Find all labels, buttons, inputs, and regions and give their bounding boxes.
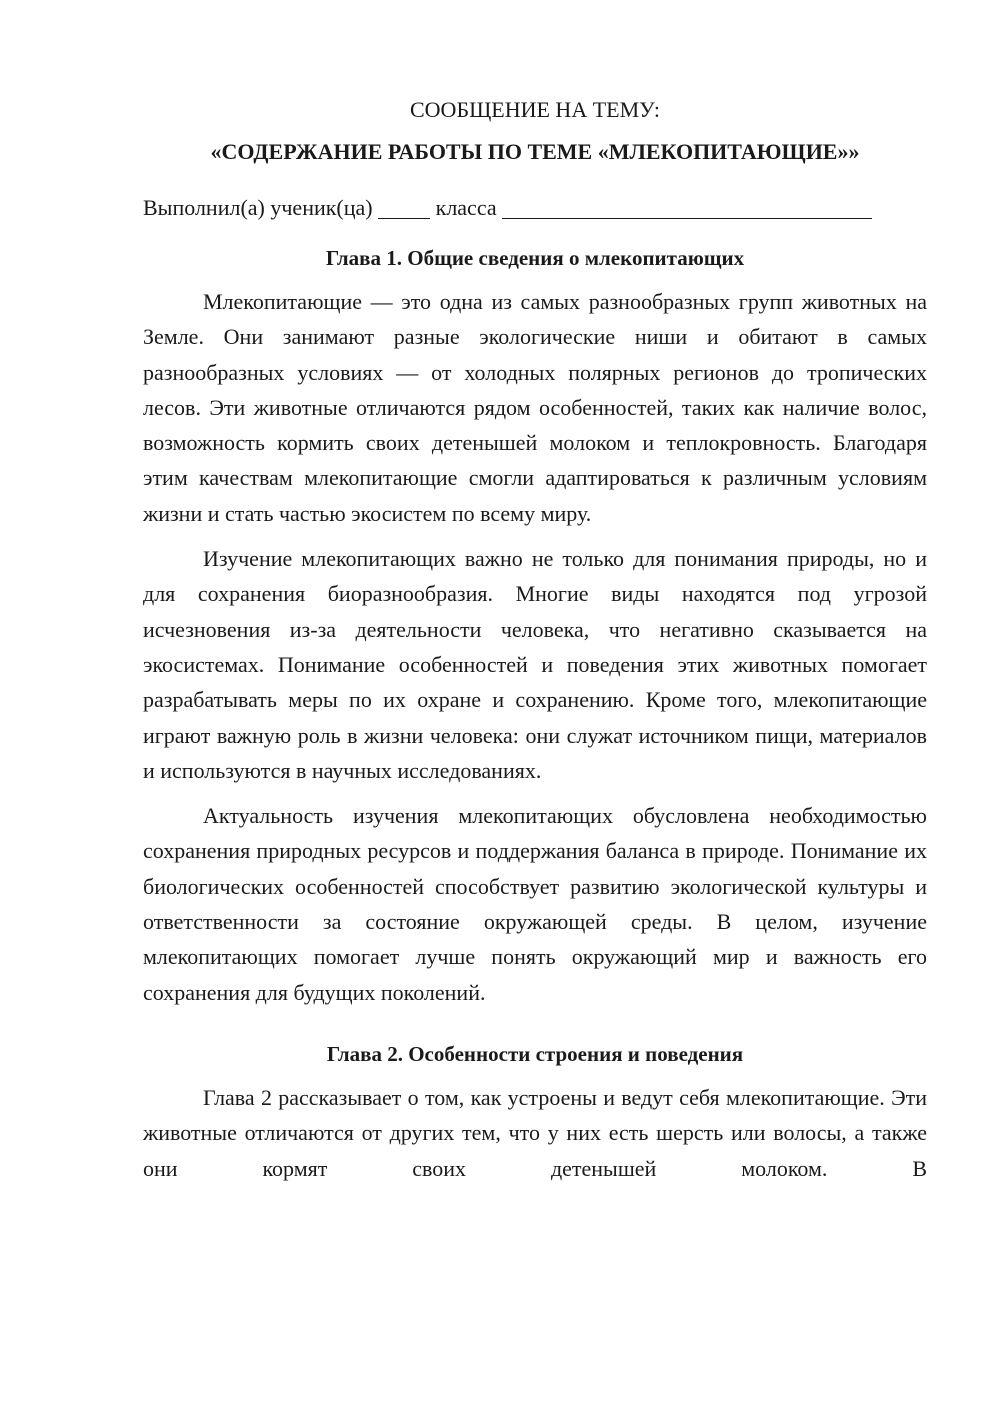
chapter1-heading: Глава 1. Общие сведения о млекопитающих [325,246,745,270]
class-label: класса [435,195,497,220]
performer-line [143,190,927,226]
student-name-blank [502,194,872,219]
performer-label: Выполнил(а) ученик(ца) [143,195,373,220]
document-title-line2: «СОДЕРЖАНИЕ РАБОТЫ ПО ТЕМЕ «МЛЕКОПИТАЮЩИЕ»» [210,139,860,164]
chapter2-heading: Глава 2. Особенности строения и поведения [326,1041,744,1066]
document-title-line1: СООБЩЕНИЕ НА ТЕМУ: [410,97,660,122]
chapter1-paragraph: Млекопитающие — это одна из самых разнообразных групп животных на Земле. Они занимают разные экологические ниши и обитают в самых разнообразных условиях — от холодных полярных регионов до тропических лесов. Эти животные отличаются рядом особенностей, таких как наличие волос, возможность кормить своих детенышей молоком и теплокровность. Благодаря этим качествам млекопитающие смогли адаптироваться к различным условиям жизни и стать частью экосистем по всему миру. [143,289,927,526]
chapter1-paragraph: Актуальность изучения млекопитающих обусловлена необходимостью сохранения природных ресурсов и поддержания баланса в природе. Понимание их биологических особенностей способствует развитию экологической культуры и ответственности за состояние окружающей среды. В целом, изучение млекопитающих помогает лучше понять окружающий мир и важность его сохранения для будущих поколений. [143,803,927,1005]
class-number-blank [378,194,430,219]
document-page [143,92,927,1196]
chapter2-paragraph: Глава 2 рассказывает о том, как устроены и ведут себя млекопитающие. Эти животные отличаются от других тем, что у них есть шерсть или волосы, а также они кормят своих детенышей молоком. В [143,1084,927,1181]
chapter1-paragraph: Изучение млекопитающих важно не только для понимания природы, но и для сохранения биоразнообразия. Многие виды находятся под угрозой исчезновения из-за деятельности человека, что негативно сказывается на экосистемах. Понимание особенностей и поведения этих животных помогает разрабатывать меры по их охране и сохранению. Кроме того, млекопитающие играют важную роль в жизни человека: они служат источником пищи, материалов и используются в научных исследованиях. [143,546,927,783]
